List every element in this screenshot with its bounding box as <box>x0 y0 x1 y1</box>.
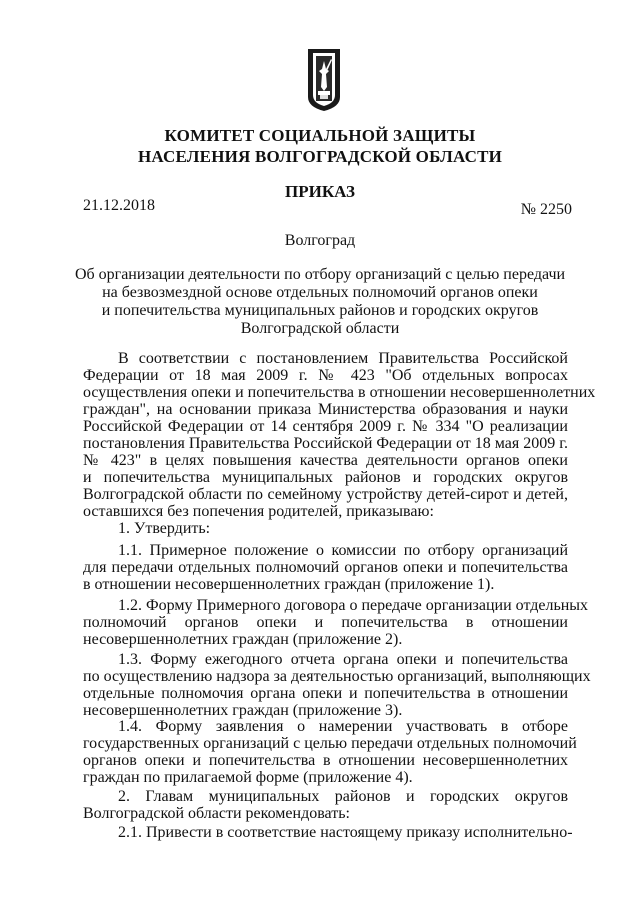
body-line: 1. Утвердить: <box>118 520 211 537</box>
document-city: Волгоград <box>284 232 356 249</box>
body-line: 1.3. Форму ежегодного отчета органа опеки и попечительства <box>118 651 568 668</box>
title-line: и попечительства муниципальных районов и городских округов <box>101 302 539 319</box>
body-line: В соответствии с постановлением Правительства Российской <box>118 350 568 367</box>
body-line: и попечительства муниципальных районов и городских округов <box>83 469 568 486</box>
body-line: органов опеки и попечительства в отношении несовершеннолетних <box>83 752 568 769</box>
title-line: Волгоградской области <box>240 320 400 337</box>
body-line: Волгоградской области рекомендовать: <box>83 805 350 822</box>
title-line: Об организации деятельности по отбору организаций с целью передачи <box>74 266 566 283</box>
document-number: № 2250 <box>520 201 572 218</box>
body-line: 1.4. Форму заявления о намерении участвовать в отборе <box>118 718 568 735</box>
body-line: для передачи отдельных полномочий органов опеки и попечительства <box>83 559 568 576</box>
document-title <box>60 266 580 338</box>
body-line: 2.1. Привести в соответствие настоящему приказу исполнительно- <box>118 824 573 841</box>
body-line: несовершеннолетних граждан (приложение 2). <box>83 631 403 648</box>
organization-name-line-1: КОМИТЕТ СОЦИАЛЬНОЙ ЗАЩИТЫ <box>164 126 476 145</box>
body-line: по осуществлению надзора за деятельностью организаций, выполняющих <box>83 668 591 685</box>
body-line: 1.1. Примерное положение о комиссии по отбору организаций <box>118 542 568 559</box>
body-line: Волгоградской области по семейному устройству детей-сирот и детей, <box>83 486 568 503</box>
document-date: 21.12.2018 <box>83 197 155 214</box>
title-line: на безвозмездной основе отдельных полномочий органов опеки <box>102 284 538 301</box>
body-line: осуществления опеки и попечительства в отношении несовершеннолетних <box>83 384 596 401</box>
body-line: отдельные полномочия органа опеки и попечительства в отношении <box>83 685 568 702</box>
body-line: полномочий органов опеки и попечительства в отношении <box>83 614 568 631</box>
body-line: граждан", на основании приказа Министерства образования и науки <box>83 401 568 418</box>
body-line: государственных организаций с целью передачи отдельных полномочий <box>83 735 577 752</box>
body-line: № 423" в целях повышения качества деятельности органов опеки <box>83 452 568 469</box>
document-type-heading: ПРИКАЗ <box>285 182 355 201</box>
body-line: Федерации от 18 мая 2009 г. № 423 "Об отдельных вопросах <box>83 367 568 384</box>
body-line: несовершеннолетних граждан (приложение 3). <box>83 702 403 719</box>
organization-name-line-2: НАСЕЛЕНИЯ ВОЛГОГРАДСКОЙ ОБЛАСТИ <box>137 147 503 166</box>
body-line: граждан по прилагаемой форме (приложение 4). <box>83 769 413 786</box>
body-line: постановления Правительства Российской Федерации от 18 мая 2009 г. <box>83 435 568 452</box>
body-line: Российской Федерации от 14 сентября 2009 г. № 334 "О реализации <box>83 418 568 435</box>
body-line: в отношении несовершеннолетних граждан (приложение 1). <box>83 576 495 593</box>
body-line: оставшихся без попечения родителей, приказываю: <box>83 503 434 520</box>
body-line: 1.2. Форму Примерного договора о передаче организации отдельных <box>118 597 589 614</box>
body-line: 2. Главам муниципальных районов и городских округов <box>118 788 568 805</box>
coat-of-arms-emblem <box>305 47 343 113</box>
